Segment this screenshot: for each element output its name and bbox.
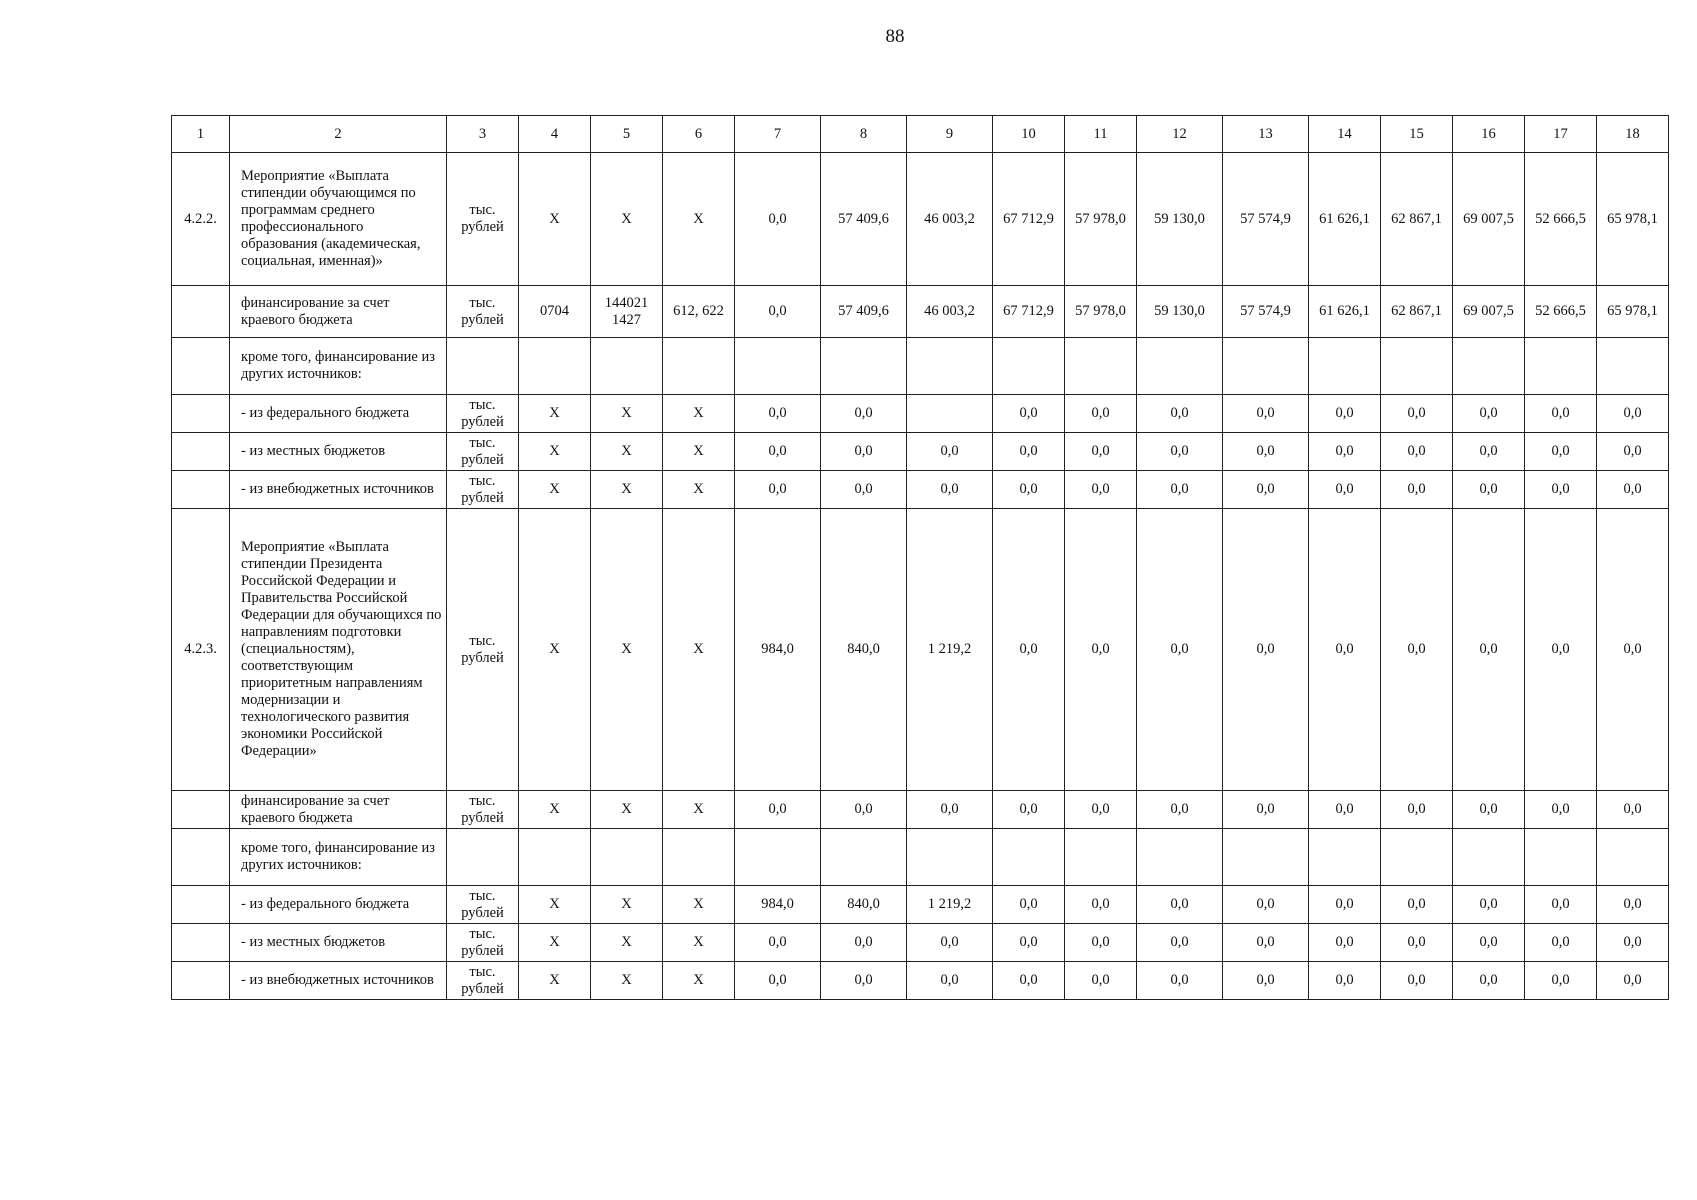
table-row	[172, 791, 1669, 829]
description-cell: финансирование за счет краевого бюджета	[230, 791, 447, 829]
value-cell: 0,0	[1309, 433, 1381, 471]
value-cell: 69 007,5	[1453, 286, 1525, 338]
value-cell: 0,0	[993, 395, 1065, 433]
value-cell: 0,0	[1453, 924, 1525, 962]
value-cell: Х	[591, 791, 663, 829]
value-cell	[735, 829, 821, 886]
value-cell: Х	[591, 924, 663, 962]
value-cell: 0,0	[1065, 924, 1137, 962]
value-cell	[907, 338, 993, 395]
value-cell: 0,0	[1309, 962, 1381, 1000]
value-cell: 0,0	[1381, 433, 1453, 471]
value-cell	[1309, 338, 1381, 395]
value-cell: 69 007,5	[1453, 153, 1525, 286]
value-cell: 144021 1427	[591, 286, 663, 338]
value-cell: 0,0	[1309, 509, 1381, 791]
table-row	[172, 433, 1669, 471]
value-cell: 0,0	[1309, 395, 1381, 433]
value-cell: 1 219,2	[907, 886, 993, 924]
value-cell: 57 409,6	[821, 286, 907, 338]
row-number-cell	[172, 829, 230, 886]
value-cell: 0,0	[1525, 433, 1597, 471]
value-cell: 0,0	[1381, 471, 1453, 509]
value-cell: 65 978,1	[1597, 286, 1669, 338]
page-number: 88	[885, 26, 905, 47]
value-cell: 0,0	[1309, 886, 1381, 924]
value-cell: 0,0	[1223, 433, 1309, 471]
unit-cell: тыс. рублей	[447, 395, 519, 433]
value-cell: 0,0	[1381, 395, 1453, 433]
value-cell: 0,0	[1223, 924, 1309, 962]
value-cell: Х	[663, 471, 735, 509]
table-row	[172, 924, 1669, 962]
value-cell: 0704	[519, 286, 591, 338]
value-cell: 0,0	[1137, 924, 1223, 962]
description-cell: - из федерального бюджета	[230, 886, 447, 924]
value-cell: 0,0	[1065, 395, 1137, 433]
value-cell: Х	[663, 886, 735, 924]
column-header-5: 5	[591, 116, 663, 153]
value-cell: 0,0	[1525, 962, 1597, 1000]
unit-cell: тыс. рублей	[447, 886, 519, 924]
value-cell	[1137, 829, 1223, 886]
value-cell: 59 130,0	[1137, 286, 1223, 338]
value-cell: 57 978,0	[1065, 153, 1137, 286]
value-cell: 0,0	[1525, 791, 1597, 829]
value-cell: 0,0	[993, 433, 1065, 471]
value-cell: Х	[591, 153, 663, 286]
value-cell: 57 574,9	[1223, 153, 1309, 286]
column-header-10: 10	[993, 116, 1065, 153]
budget-table	[171, 115, 1669, 1000]
value-cell	[993, 829, 1065, 886]
unit-cell: тыс. рублей	[447, 433, 519, 471]
value-cell: 0,0	[1137, 471, 1223, 509]
row-number-cell: 4.2.3.	[172, 509, 230, 791]
table-row	[172, 153, 1669, 286]
column-header-16: 16	[1453, 116, 1525, 153]
column-header-8: 8	[821, 116, 907, 153]
value-cell	[1381, 829, 1453, 886]
value-cell: 0,0	[735, 962, 821, 1000]
description-cell: - из федерального бюджета	[230, 395, 447, 433]
table-row	[172, 471, 1669, 509]
value-cell	[735, 338, 821, 395]
value-cell: Х	[519, 791, 591, 829]
unit-cell: тыс. рублей	[447, 924, 519, 962]
value-cell	[1597, 829, 1669, 886]
value-cell	[1223, 338, 1309, 395]
row-number-cell	[172, 471, 230, 509]
column-header-9: 9	[907, 116, 993, 153]
value-cell: 0,0	[1453, 791, 1525, 829]
column-header-13: 13	[1223, 116, 1309, 153]
value-cell: 0,0	[1065, 886, 1137, 924]
value-cell: 0,0	[1381, 886, 1453, 924]
value-cell: 57 978,0	[1065, 286, 1137, 338]
value-cell: 57 409,6	[821, 153, 907, 286]
value-cell: 0,0	[907, 471, 993, 509]
value-cell: 61 626,1	[1309, 286, 1381, 338]
value-cell: 0,0	[1597, 471, 1669, 509]
value-cell: 0,0	[1223, 395, 1309, 433]
description-cell: - из внебюджетных источников	[230, 962, 447, 1000]
value-cell: 67 712,9	[993, 286, 1065, 338]
value-cell: 0,0	[821, 924, 907, 962]
value-cell: 0,0	[1223, 962, 1309, 1000]
value-cell: 0,0	[993, 924, 1065, 962]
value-cell	[1597, 338, 1669, 395]
value-cell: Х	[591, 395, 663, 433]
value-cell	[663, 829, 735, 886]
value-cell: 0,0	[735, 153, 821, 286]
row-number-cell	[172, 962, 230, 1000]
value-cell: 59 130,0	[1137, 153, 1223, 286]
value-cell	[1453, 338, 1525, 395]
value-cell: Х	[519, 886, 591, 924]
value-cell: Х	[519, 471, 591, 509]
value-cell: Х	[519, 924, 591, 962]
row-number-cell: 4.2.2.	[172, 153, 230, 286]
value-cell: 0,0	[735, 286, 821, 338]
row-number-cell	[172, 395, 230, 433]
value-cell: 0,0	[1597, 924, 1669, 962]
value-cell: 0,0	[907, 791, 993, 829]
value-cell: 984,0	[735, 886, 821, 924]
table-row	[172, 286, 1669, 338]
row-number-cell	[172, 286, 230, 338]
value-cell: Х	[591, 509, 663, 791]
description-cell: кроме того, финансирование из других источников:	[230, 338, 447, 395]
value-cell	[1223, 829, 1309, 886]
value-cell: 0,0	[735, 791, 821, 829]
column-header-2: 2	[230, 116, 447, 153]
value-cell: 0,0	[1065, 471, 1137, 509]
unit-cell	[447, 338, 519, 395]
value-cell: Х	[663, 924, 735, 962]
value-cell	[993, 338, 1065, 395]
value-cell	[1525, 338, 1597, 395]
description-cell: Мероприятие «Выплата стипендии обучающимся по программам среднего профессионального образования (академическая, социальная, именная)»	[230, 153, 447, 286]
value-cell: Х	[591, 471, 663, 509]
value-cell: 0,0	[1597, 395, 1669, 433]
value-cell: 0,0	[735, 395, 821, 433]
row-number-cell	[172, 791, 230, 829]
value-cell: 0,0	[1381, 509, 1453, 791]
table-row	[172, 962, 1669, 1000]
unit-cell	[447, 829, 519, 886]
value-cell: 62 867,1	[1381, 286, 1453, 338]
value-cell: 0,0	[821, 395, 907, 433]
value-cell: 0,0	[1525, 395, 1597, 433]
column-header-11: 11	[1065, 116, 1137, 153]
value-cell: 0,0	[1597, 886, 1669, 924]
value-cell: 0,0	[993, 509, 1065, 791]
value-cell: 0,0	[907, 962, 993, 1000]
value-cell: 0,0	[821, 962, 907, 1000]
value-cell: Х	[519, 962, 591, 1000]
value-cell: 0,0	[735, 471, 821, 509]
value-cell: 46 003,2	[907, 153, 993, 286]
value-cell: 0,0	[1381, 962, 1453, 1000]
header-row	[172, 116, 1669, 153]
value-cell: 52 666,5	[1525, 286, 1597, 338]
value-cell: 0,0	[1065, 509, 1137, 791]
table-row	[172, 338, 1669, 395]
value-cell: 0,0	[1453, 886, 1525, 924]
value-cell: 0,0	[1309, 924, 1381, 962]
value-cell	[1065, 829, 1137, 886]
row-number-cell	[172, 338, 230, 395]
value-cell	[1309, 829, 1381, 886]
column-header-12: 12	[1137, 116, 1223, 153]
value-cell	[821, 338, 907, 395]
description-cell: - из внебюджетных источников	[230, 471, 447, 509]
value-cell: 0,0	[1453, 962, 1525, 1000]
value-cell	[591, 338, 663, 395]
value-cell: 0,0	[993, 886, 1065, 924]
value-cell: 62 867,1	[1381, 153, 1453, 286]
description-cell: Мероприятие «Выплата стипендии Президента Российской Федерации и Правительства Российской Федерации для обучающихся по направлениям подготовки (специальностям), соответствующим приоритетным направлениям модернизации и технологического развития экономики Российской Федерации»	[230, 509, 447, 791]
value-cell	[519, 829, 591, 886]
value-cell: 0,0	[1597, 962, 1669, 1000]
column-header-18: 18	[1597, 116, 1669, 153]
value-cell: 0,0	[1137, 433, 1223, 471]
value-cell: 840,0	[821, 886, 907, 924]
value-cell: 0,0	[993, 962, 1065, 1000]
value-cell: 1 219,2	[907, 509, 993, 791]
value-cell: Х	[591, 433, 663, 471]
description-cell: - из местных бюджетов	[230, 924, 447, 962]
value-cell	[907, 395, 993, 433]
value-cell: 0,0	[1597, 509, 1669, 791]
value-cell: Х	[591, 962, 663, 1000]
value-cell: 0,0	[1309, 791, 1381, 829]
value-cell	[1381, 338, 1453, 395]
column-header-14: 14	[1309, 116, 1381, 153]
description-cell: - из местных бюджетов	[230, 433, 447, 471]
column-header-4: 4	[519, 116, 591, 153]
description-cell: финансирование за счет краевого бюджета	[230, 286, 447, 338]
value-cell: 0,0	[1453, 471, 1525, 509]
value-cell: 0,0	[1309, 471, 1381, 509]
value-cell: 0,0	[1525, 924, 1597, 962]
value-cell	[1065, 338, 1137, 395]
unit-cell: тыс. рублей	[447, 509, 519, 791]
value-cell: 0,0	[1065, 962, 1137, 1000]
row-number-cell	[172, 924, 230, 962]
value-cell	[519, 338, 591, 395]
value-cell: 0,0	[1137, 509, 1223, 791]
description-cell: кроме того, финансирование из других источников:	[230, 829, 447, 886]
value-cell: 0,0	[735, 433, 821, 471]
value-cell: Х	[663, 509, 735, 791]
table-row	[172, 829, 1669, 886]
value-cell: Х	[519, 395, 591, 433]
value-cell: Х	[519, 509, 591, 791]
unit-cell: тыс. рублей	[447, 962, 519, 1000]
value-cell: 67 712,9	[993, 153, 1065, 286]
column-header-7: 7	[735, 116, 821, 153]
value-cell: 0,0	[1525, 471, 1597, 509]
value-cell: 65 978,1	[1597, 153, 1669, 286]
value-cell: 984,0	[735, 509, 821, 791]
value-cell: 0,0	[1453, 509, 1525, 791]
value-cell: 0,0	[1065, 433, 1137, 471]
value-cell: Х	[663, 962, 735, 1000]
value-cell: 0,0	[1525, 886, 1597, 924]
table-body	[172, 116, 1669, 1000]
value-cell: 0,0	[821, 791, 907, 829]
value-cell: 0,0	[821, 433, 907, 471]
value-cell: 0,0	[1223, 791, 1309, 829]
value-cell: 612, 622	[663, 286, 735, 338]
value-cell: 57 574,9	[1223, 286, 1309, 338]
value-cell	[591, 829, 663, 886]
column-header-6: 6	[663, 116, 735, 153]
value-cell: Х	[663, 433, 735, 471]
value-cell: 52 666,5	[1525, 153, 1597, 286]
value-cell: Х	[519, 153, 591, 286]
value-cell: 0,0	[993, 791, 1065, 829]
unit-cell: тыс. рублей	[447, 286, 519, 338]
value-cell: 0,0	[1137, 886, 1223, 924]
value-cell: 0,0	[1223, 886, 1309, 924]
value-cell: 0,0	[907, 433, 993, 471]
value-cell: 0,0	[1453, 433, 1525, 471]
value-cell	[1137, 338, 1223, 395]
table-row	[172, 509, 1669, 791]
value-cell: 0,0	[1065, 791, 1137, 829]
value-cell: 0,0	[735, 924, 821, 962]
value-cell: 0,0	[1525, 509, 1597, 791]
value-cell	[821, 829, 907, 886]
value-cell: 0,0	[907, 924, 993, 962]
value-cell: 0,0	[1381, 791, 1453, 829]
value-cell: 0,0	[1597, 433, 1669, 471]
column-header-1: 1	[172, 116, 230, 153]
column-header-17: 17	[1525, 116, 1597, 153]
value-cell: 0,0	[1223, 509, 1309, 791]
value-cell: 0,0	[1453, 395, 1525, 433]
value-cell: 0,0	[1137, 395, 1223, 433]
unit-cell: тыс. рублей	[447, 791, 519, 829]
value-cell: Х	[663, 153, 735, 286]
unit-cell: тыс. рублей	[447, 153, 519, 286]
column-header-15: 15	[1381, 116, 1453, 153]
value-cell	[1453, 829, 1525, 886]
value-cell: 0,0	[1223, 471, 1309, 509]
row-number-cell	[172, 886, 230, 924]
value-cell	[907, 829, 993, 886]
value-cell: 0,0	[1137, 962, 1223, 1000]
value-cell: 0,0	[1137, 791, 1223, 829]
value-cell: 46 003,2	[907, 286, 993, 338]
unit-cell: тыс. рублей	[447, 471, 519, 509]
value-cell: Х	[519, 433, 591, 471]
value-cell: 0,0	[1597, 791, 1669, 829]
value-cell: 61 626,1	[1309, 153, 1381, 286]
value-cell: Х	[663, 395, 735, 433]
value-cell: Х	[591, 886, 663, 924]
value-cell: 0,0	[993, 471, 1065, 509]
value-cell	[1525, 829, 1597, 886]
value-cell: 0,0	[821, 471, 907, 509]
value-cell	[663, 338, 735, 395]
row-number-cell	[172, 433, 230, 471]
column-header-3: 3	[447, 116, 519, 153]
value-cell: Х	[663, 791, 735, 829]
value-cell: 0,0	[1381, 924, 1453, 962]
table-row	[172, 395, 1669, 433]
table-row	[172, 886, 1669, 924]
value-cell: 840,0	[821, 509, 907, 791]
